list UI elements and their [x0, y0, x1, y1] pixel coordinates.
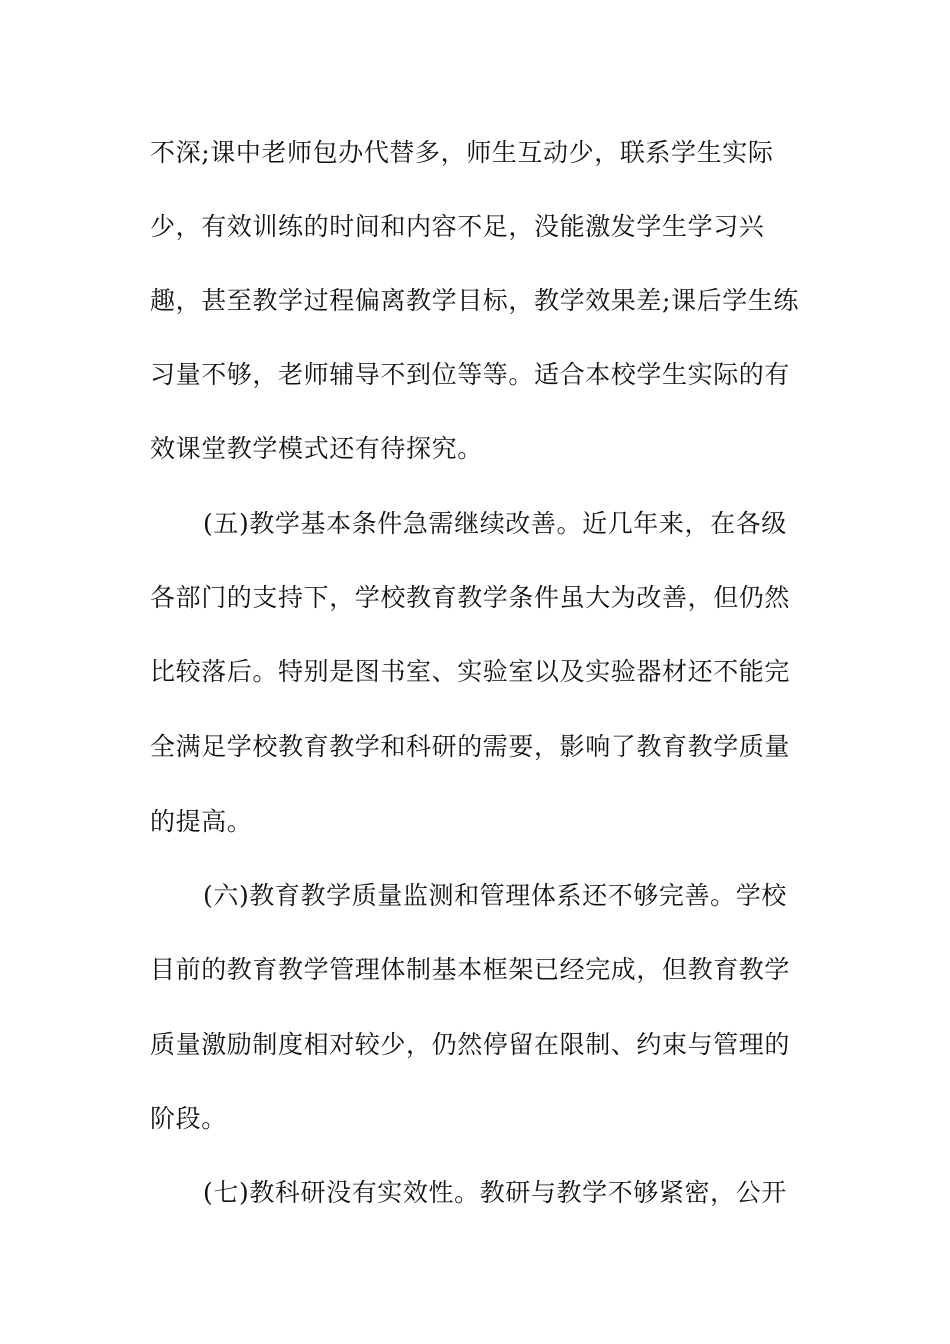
text-line: 不深;课中老师包办代替多，师生互动少，联系学生实际: [150, 138, 774, 167]
text-line: 效课堂教学模式还有待探究。: [150, 434, 483, 463]
text-line: 阶段。: [150, 1104, 227, 1133]
text-line: 质量激励制度相对较少，仍然停留在限制、约束与管理的: [150, 1030, 791, 1059]
text-line: 少，有效训练的时间和内容不足，没能激发学生学习兴: [150, 212, 765, 241]
text-line: 全满足学校教育教学和科研的需要，影响了教育教学质量: [150, 732, 791, 761]
text-line: 各部门的支持下，学校教育教学条件虽大为改善，但仍然: [150, 583, 791, 612]
text-line: 比较落后。特别是图书室、实验室以及实验器材还不能完: [150, 657, 791, 686]
text-line: 习量不够，老师辅导不到位等等。适合本校学生实际的有: [150, 360, 791, 389]
paragraph-start-line: (五)教学基本条件急需继续改善。近几年来，在各级: [203, 509, 787, 538]
paragraph-start-line: (六)教育教学质量监测和管理体系还不够完善。学校: [203, 881, 787, 910]
text-line: 的提高。: [150, 807, 253, 836]
paragraph-start-line: (七)教科研没有实效性。教研与教学不够紧密，公开: [203, 1178, 787, 1207]
text-line: 目前的教育教学管理体制基本框架已经完成，但教育教学: [150, 955, 791, 984]
text-line: 趣，甚至教学过程偏离教学目标，教学效果差;课后学生练: [150, 286, 800, 315]
